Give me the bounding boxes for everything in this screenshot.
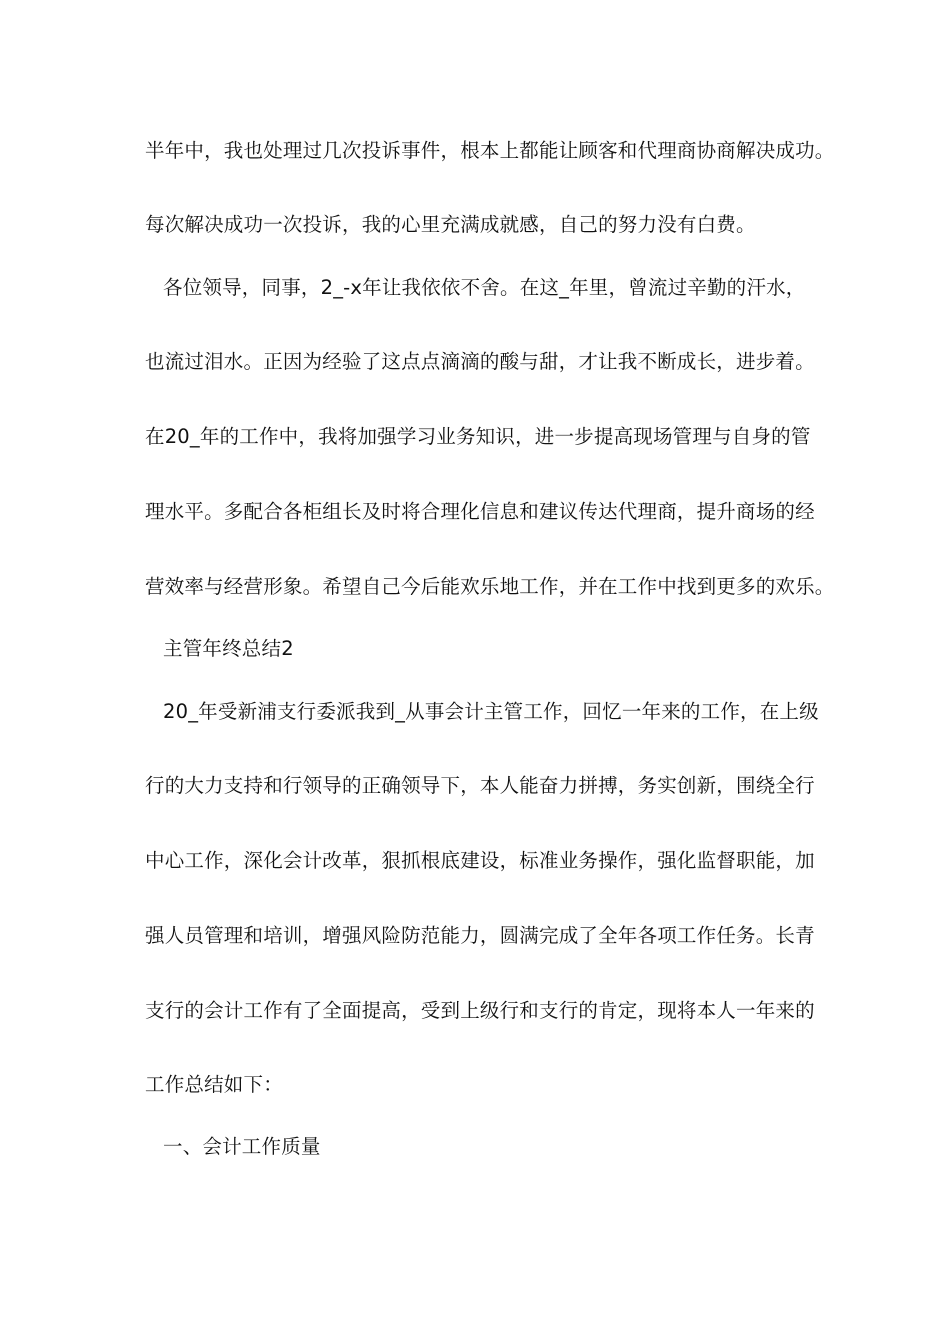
paragraph-line: 各位领导，同事，2_-x年让我依依不舍。在这_年里，曾流过辛勤的汗水， bbox=[163, 276, 806, 299]
paragraph-line: 20_年受新浦支行委派我到_从事会计主管工作，回忆一年来的工作，在上级 bbox=[163, 700, 819, 723]
paragraph-line: 中心工作，深化会计改革，狠抓根底建设，标准业务操作，强化监督职能，加 bbox=[145, 849, 815, 872]
paragraph-line: 每次解决成功一次投诉，我的心里充满成就感，自己的努力没有白费。 bbox=[145, 213, 756, 236]
paragraph-line: 强人员管理和培训，增强风险防范能力，圆满完成了全年各项工作任务。长青 bbox=[145, 924, 815, 947]
paragraph-line: 工作总结如下： bbox=[145, 1073, 283, 1096]
paragraph-line: 营效率与经营形象。希望自己今后能欢乐地工作，并在工作中找到更多的欢乐。 bbox=[145, 575, 835, 598]
paragraph-line: 行的大力支持和行领导的正确领导下，本人能奋力拼搏，务实创新，围绕全行 bbox=[145, 774, 815, 797]
section-heading: 主管年终总结2 bbox=[163, 637, 294, 660]
paragraph-line: 也流过泪水。正因为经验了这点点滴滴的酸与甜，才让我不断成长，进步着。 bbox=[145, 350, 815, 373]
subsection-heading: 一、会计工作质量 bbox=[163, 1135, 321, 1158]
paragraph-line: 理水平。多配合各柜组长及时将合理化信息和建议传达代理商，提升商场的经 bbox=[145, 500, 815, 523]
paragraph-line: 半年中，我也处理过几次投诉事件，根本上都能让顾客和代理商协商解决成功。 bbox=[145, 139, 835, 162]
paragraph-line: 支行的会计工作有了全面提高，受到上级行和支行的肯定，现将本人一年来的 bbox=[145, 999, 815, 1022]
paragraph-line: 在20_年的工作中，我将加强学习业务知识，进一步提高现场管理与自身的管 bbox=[145, 425, 811, 448]
